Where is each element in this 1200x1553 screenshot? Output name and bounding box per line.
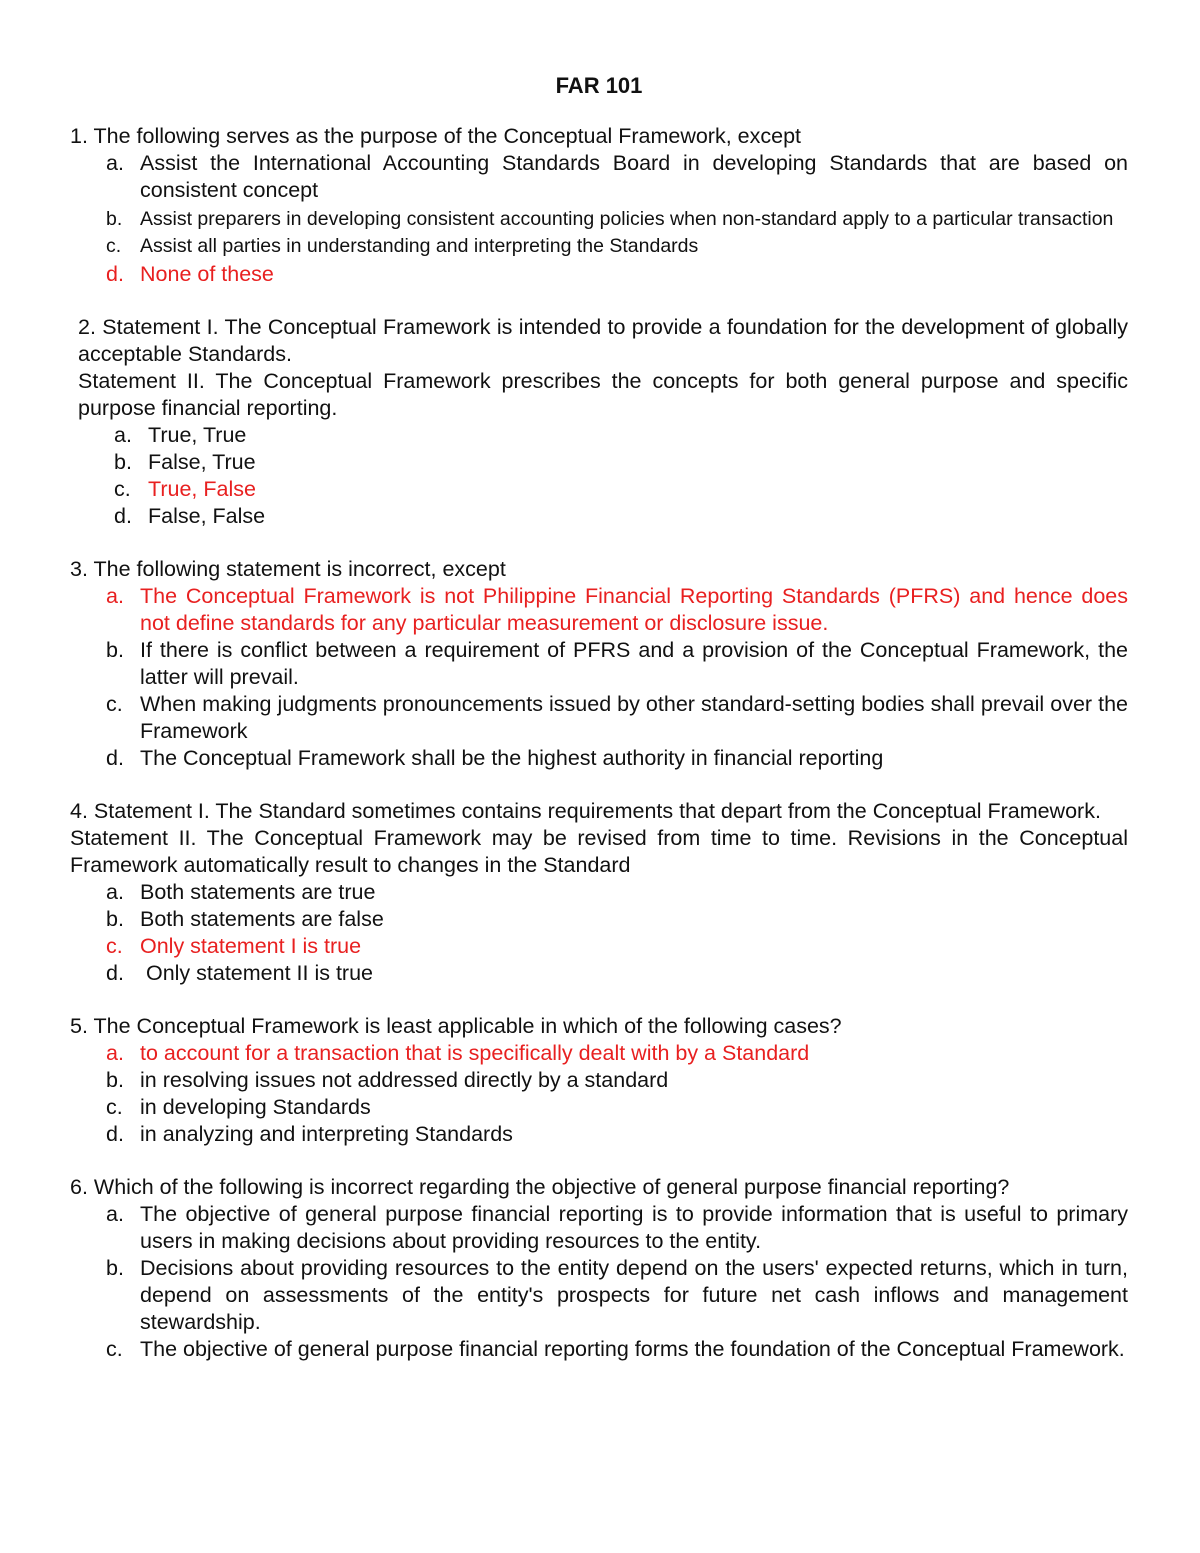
option-c: c. When making judgments pronouncements issued by other standard-setting bodies shall prevail over the Framework — [106, 692, 1128, 743]
option-b: b. Assist preparers in developing consistent accounting policies when non-standard apply to a particular transaction — [106, 208, 1114, 230]
option-list — [70, 150, 1128, 288]
option-b: b. Both statements are false — [106, 907, 384, 931]
question-6 — [70, 1174, 1128, 1363]
option-a-answer: a. to account for a transaction that is specifically dealt with by a Standard — [106, 1041, 810, 1065]
option-list — [70, 1040, 1128, 1148]
option-d: d. False, False — [114, 504, 266, 528]
document-title: FAR 101 — [555, 73, 643, 98]
question-stem: 1. The following serves as the purpose of the Conceptual Framework, except — [70, 124, 802, 148]
question-1 — [70, 123, 1128, 288]
option-d: d. Only statement II is true — [106, 961, 374, 985]
question-stem: 3. The following statement is incorrect, except — [70, 557, 506, 581]
option-c-answer: c. Only statement I is true — [106, 934, 362, 958]
question-2 — [70, 314, 1128, 530]
option-c: c. in developing Standards — [106, 1095, 371, 1119]
question-stem: 2. Statement I. The Conceptual Framework is intended to provide a foundation for the development of globally acceptable Standards. — [78, 315, 1128, 366]
question-stem: 4. Statement I. The Standard sometimes contains requirements that depart from the Conceptual Framework. — [70, 799, 1101, 823]
question-3 — [70, 556, 1128, 772]
option-d-answer: d. None of these — [106, 262, 274, 286]
option-d: d. The Conceptual Framework shall be the highest authority in financial reporting — [106, 746, 884, 770]
option-c: c. Assist all parties in understanding and interpreting the Standards — [106, 235, 699, 257]
option-list — [70, 1201, 1128, 1363]
option-list — [70, 422, 1128, 530]
option-a-answer: a. The Conceptual Framework is not Philippine Financial Reporting Standards (PFRS) and hence does not define standards for any particular measurement or disclosure issue. — [106, 584, 1128, 635]
option-a: a. True, True — [114, 423, 247, 447]
question-stem: 6. Which of the following is incorrect regarding the objective of general purpose financial reporting? — [70, 1175, 1010, 1199]
question-stem-statement-2: Statement II. The Conceptual Framework may be revised from time to time. Revisions in the Conceptual Framework automatically result to changes in the Standard — [70, 826, 1128, 877]
option-c: c. The objective of general purpose financial reporting forms the foundation of the Conceptual Framework. — [106, 1337, 1125, 1361]
option-list — [70, 879, 1128, 987]
option-b: b. Decisions about providing resources to the entity depend on the users' expected returns, which in turn, depend on assessments of the entity's prospects for future net cash inflows and management stewardship. — [106, 1256, 1128, 1334]
document-page — [70, 72, 1128, 1389]
question-stem-statement-2: Statement II. The Conceptual Framework prescribes the concepts for both general purpose and specific purpose financial reporting. — [78, 369, 1128, 420]
option-b: b. False, True — [114, 450, 256, 474]
option-d: d. in analyzing and interpreting Standards — [106, 1122, 513, 1146]
option-list — [70, 583, 1128, 772]
question-5 — [70, 1013, 1128, 1148]
option-a: a. The objective of general purpose financial reporting is to provide information that is useful to primary users in making decisions about providing resources to the entity. — [106, 1202, 1128, 1253]
option-c-answer: c. True, False — [114, 477, 256, 501]
option-a: a. Both statements are true — [106, 880, 376, 904]
option-a: a. Assist the International Accounting Standards Board in developing Standards that are based on consistent concept — [106, 151, 1128, 202]
option-b: b. in resolving issues not addressed directly by a standard — [106, 1068, 669, 1092]
option-b: b. If there is conflict between a requirement of PFRS and a provision of the Conceptual Framework, the latter will prevail. — [106, 638, 1128, 689]
question-4 — [70, 798, 1128, 987]
question-stem: 5. The Conceptual Framework is least applicable in which of the following cases? — [70, 1014, 842, 1038]
